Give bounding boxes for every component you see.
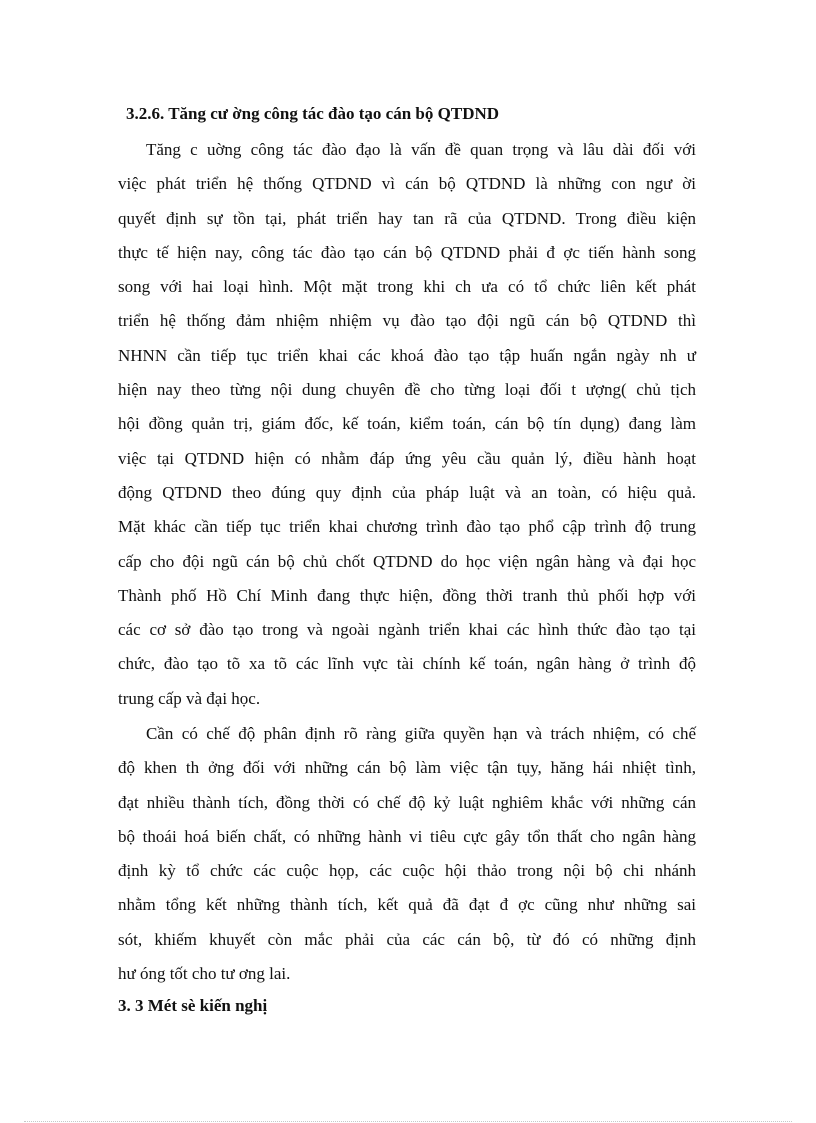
text-line: việc tại QTDND hiện có nhằm đáp ứng yêu cầu quản lý, điều hành hoạt bbox=[118, 448, 696, 468]
text-line: Tăng c uờng công tác đào đạo là vấn đề quan trọng và lâu dài đối với bbox=[146, 140, 696, 159]
page-bottom-divider bbox=[24, 1121, 792, 1122]
paragraph-training bbox=[118, 133, 696, 716]
text-line: hư óng tốt cho tư ơng lai. bbox=[118, 964, 291, 984]
text-line: quyết định sự tồn tại, phát triển hay tan rã của QTDND. Trong điều kiện bbox=[118, 208, 696, 228]
text-line: hiện nay theo từng nội dung chuyên đề cho từng loại đối t ượng( chủ tịch bbox=[118, 380, 696, 400]
next-section-heading: 3. 3 Mét sè kiến nghị bbox=[118, 996, 268, 1015]
text-line: độ khen th ởng đối với những cán bộ làm việc tận tụy, hăng hái nhiệt tình, bbox=[118, 758, 696, 778]
text-line: chức, đào tạo tõ xa tõ các lĩnh vực tài chính kế toán, ngân hàng ở trình độ bbox=[118, 654, 696, 674]
text-line: các cơ sở đào tạo trong và ngoài ngành triển khai các hình thức đào tạo tại bbox=[118, 620, 696, 640]
text-line: Thành phố Hồ Chí Minh đang thực hiện, đồng thời tranh thủ phối hợp với bbox=[118, 585, 696, 605]
paragraph-discipline bbox=[118, 717, 696, 991]
text-line: bộ thoái hoá biến chất, có những hành vi tiêu cực gây tổn thất cho ngân hàng bbox=[118, 826, 696, 846]
text-line: triển hệ thống đảm nhiệm nhiệm vụ đào tạo đội ngũ cán bộ QTDND thì bbox=[118, 311, 696, 331]
section-heading: 3.2.6. Tăng cư ờng công tác đào tạo cán bộ QTDND bbox=[126, 104, 500, 123]
text-line: đạt nhiều thành tích, đồng thời có chế độ kỷ luật nghiêm khắc với những cán bbox=[118, 792, 696, 812]
text-line: hội đồng quản trị, giám đốc, kế toán, kiểm toán, cán bộ tín dụng) đang làm bbox=[118, 414, 696, 434]
text-line: cấp cho đội ngũ cán bộ chủ chốt QTDND do học viện ngân hàng và đại học bbox=[118, 551, 696, 571]
text-line: sót, khiếm khuyết còn mắc phải của các cán bộ, từ đó có những định bbox=[118, 929, 696, 949]
text-line: thực tế hiện nay, công tác đào tạo cán bộ QTDND phải đ ợc tiến hành song bbox=[118, 242, 696, 262]
text-line: định kỳ tổ chức các cuộc họp, các cuộc hội thảo trong nội bộ chi nhánh bbox=[118, 861, 696, 881]
text-line: Mặt khác cần tiếp tục triển khai chương trình đào tạo phổ cập trình độ trung bbox=[118, 517, 696, 537]
text-line: song với hai loại hình. Một mặt trong khi ch ưa có tổ chức liên kết phát bbox=[118, 277, 696, 297]
text-line: NHNN cần tiếp tục triển khai các khoá đào tạo tập huấn ngắn ngày nh ư bbox=[118, 345, 696, 365]
text-line: trung cấp và đại học. bbox=[118, 688, 261, 708]
text-line: nhằm tổng kết những thành tích, kết quả đã đạt đ ợc cũng như những sai bbox=[118, 895, 696, 915]
text-line: động QTDND theo đúng quy định của pháp luật và an toàn, có hiệu quả. bbox=[118, 482, 696, 502]
text-line: Cần có chế độ phân định rõ ràng giữa quyền hạn và trách nhiệm, có chế bbox=[146, 724, 696, 743]
text-line: việc phát triển hệ thống QTDND vì cán bộ QTDND là những con ngư ời bbox=[118, 174, 696, 194]
